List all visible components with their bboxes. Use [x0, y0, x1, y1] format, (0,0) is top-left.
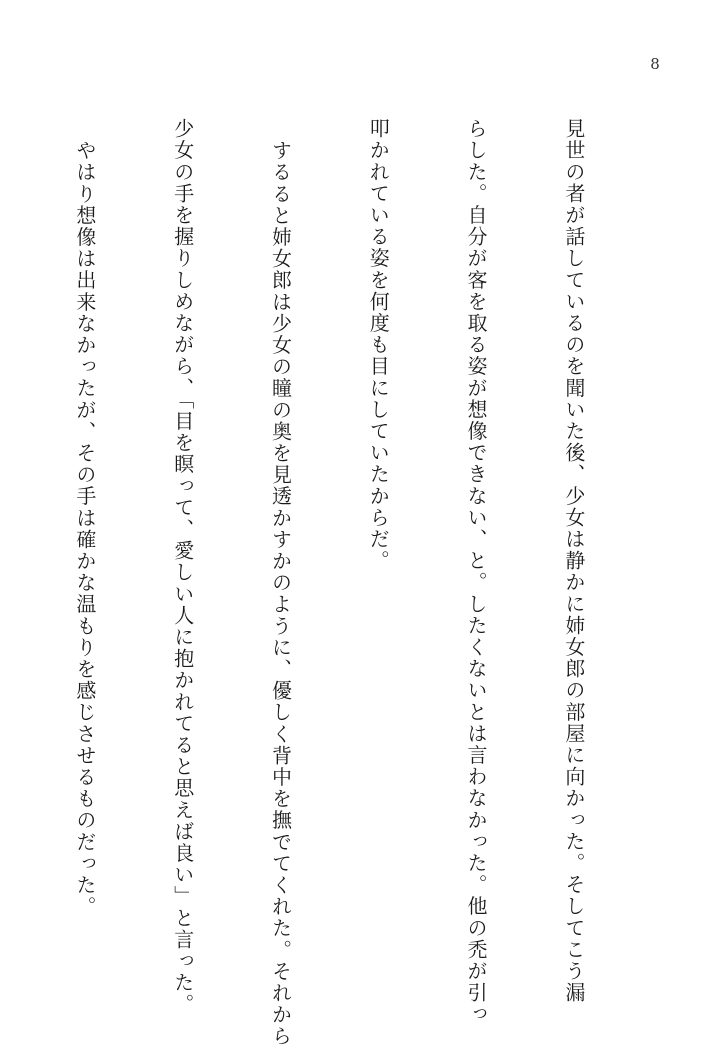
text-column: やはり想像は出来なかったが、その手は確かな温もりを感じさせるものだった。	[72, 140, 97, 918]
blank-column	[0, 118, 3, 978]
text-column: 少女の手を握りしめながら、「目を瞑って、愛しい人に抱かれてると思えば良い」と言った。	[170, 118, 195, 1016]
page-number: 8	[650, 55, 660, 73]
text-column: 見世の者が話しているのを聞いた後、少女は静かに姉女郎の部屋に向かった。そしてこう漏	[561, 118, 586, 1004]
text-column: 叩かれている姿を何度も目にしていたからだ。	[366, 118, 391, 572]
text-column: らした。自分が客を取る姿が想像できない、と。したくないとは言わなかった。他の禿が引っ	[464, 118, 489, 1026]
vertical-text-body	[0, 118, 655, 1047]
text-column: するると姉女郎は少女の瞳の奥を見透かすかのように、優しく背中を撫でてくれた。それから	[268, 140, 293, 1047]
